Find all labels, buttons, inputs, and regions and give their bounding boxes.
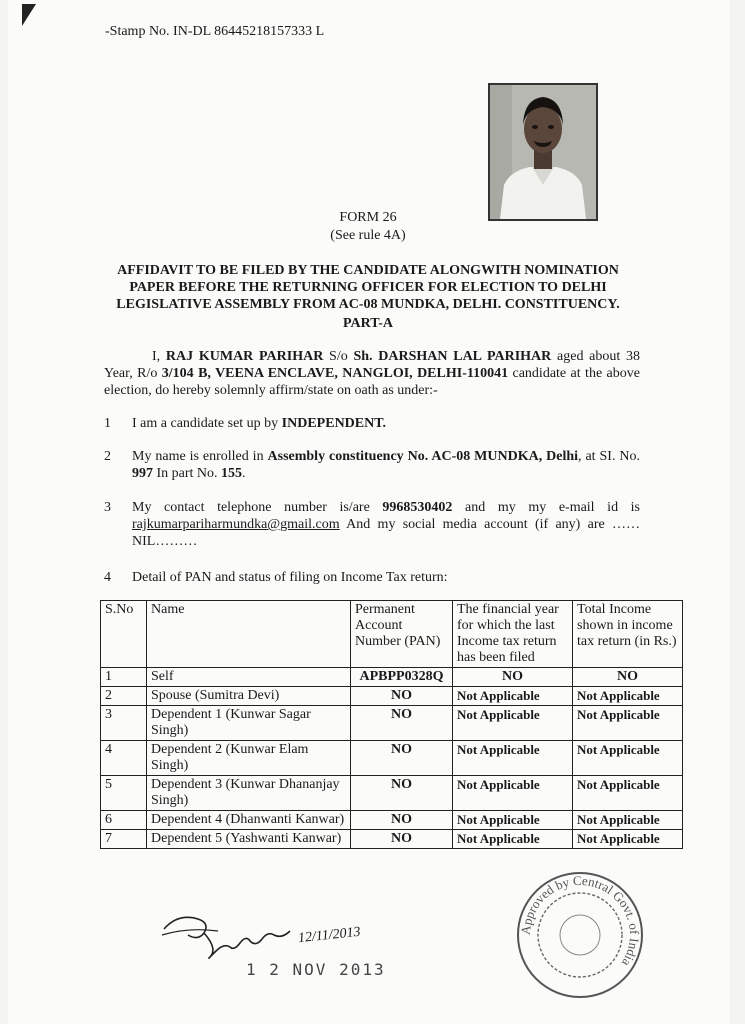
cell-sno: 4 [101,741,147,776]
cell-pan: NO [351,687,453,706]
stamp-number: -Stamp No. IN-DL 86445218157333 L [105,24,325,39]
item-text: And my social media account (if any) are ……NIL……… [132,517,640,549]
cell-sno: 1 [101,668,147,687]
header-pan: Permanent Account Number (PAN) [351,601,453,668]
item-text: In part No. [153,466,222,481]
pan-table [100,600,683,849]
cell-sno: 2 [101,687,147,706]
cell-financial-year: Not Applicable [453,741,573,776]
cell-sno: 7 [101,830,147,849]
cell-total-income: Not Applicable [573,830,683,849]
party-name: INDEPENDENT. [281,416,387,431]
table-row [101,776,683,811]
cell-financial-year: Not Applicable [453,706,573,741]
form-rule: (See rule 4A) [330,228,406,243]
cell-financial-year: Not Applicable [453,687,573,706]
cell-total-income: Not Applicable [573,741,683,776]
item-text: , at SI. No. [578,449,640,464]
part-number: 155 [221,466,243,481]
serial-number: 997 [132,466,153,481]
cell-total-income: Not Applicable [573,687,683,706]
phone-number: 9968530402 [382,500,453,515]
approval-seal [513,868,647,1007]
item-number: 4 [104,570,111,585]
cell-name: Self [147,668,351,687]
candidate-name: RAJ KUMAR PARIHAR [165,349,324,364]
table-row [101,687,683,706]
cell-name: Dependent 3 (Kunwar Dhananjay Singh) [147,776,351,811]
cell-pan: NO [351,811,453,830]
cell-total-income: Not Applicable [573,776,683,811]
cell-pan: NO [351,830,453,849]
cell-sno: 6 [101,811,147,830]
cell-sno: 5 [101,776,147,811]
cell-total-income: Not Applicable [573,706,683,741]
cell-pan: NO [351,706,453,741]
intro-paragraph [104,348,640,399]
list-item-1 [104,415,640,432]
seal-text: Approved by Central Govt. of India [517,872,643,970]
table-row [101,741,683,776]
form-number: FORM 26 [339,210,397,225]
intro-text: S/o [323,349,354,364]
cell-total-income: NO [573,668,683,687]
cell-pan: NO [351,776,453,811]
signature-date: 12/11/2013 [297,924,362,947]
list-item-4 [104,569,640,586]
cell-sno: 3 [101,706,147,741]
table-row [101,668,683,687]
item-number: 2 [104,449,111,464]
cell-financial-year: Not Applicable [453,776,573,811]
email-address: rajkumarpariharmundka@gmail.com [132,517,340,532]
cell-name: Dependent 4 (Dhanwanti Kanwar) [147,811,351,830]
header-financial-year: The financial year for which the last Income tax return has been filed [453,601,573,668]
item-text: My name is enrolled in [132,449,268,464]
received-date-stamp: 1 2 NOV 2013 [246,960,386,979]
table-row [101,830,683,849]
intro-text: I, [152,349,166,364]
cell-name: Dependent 5 (Yashwanti Kanwar) [147,830,351,849]
header-sno: S.No [101,601,147,668]
affidavit-title: AFFIDAVIT TO BE FILED BY THE CANDIDATE ALONGWITH NOMINATION PAPER BEFORE THE RETURNING OFFICER FOR ELECTION TO DELHI LEGISLATIVE ASSEMBLY FROM AC-08 MUNDKA, DELHI. CONSTITUENCY. [116,263,620,312]
header-total-income: Total Income shown in income tax return (in Rs.) [573,601,683,668]
affidavit-page [8,0,730,1024]
item-number: 1 [104,416,111,431]
list-item-2 [104,448,640,482]
item-text: . [242,466,246,481]
candidate-address: 3/104 B, VEENA ENCLAVE, NANGLOI, DELHI-110041 [161,366,509,381]
cell-financial-year: Not Applicable [453,811,573,830]
cell-pan: APBPP0328Q [351,668,453,687]
list-item-3 [104,499,640,550]
intro-text: candidate at the above election, do hereby solemnly affirm/state on oath as under:- [104,366,640,398]
item-number: 3 [104,500,111,515]
item-text: My contact telephone number is/are [132,500,383,515]
cell-financial-year: Not Applicable [453,830,573,849]
header-name: Name [147,601,351,668]
cell-pan: NO [351,741,453,776]
cell-name: Dependent 1 (Kunwar Sagar Singh) [147,706,351,741]
candidate-photo [488,83,598,221]
part-heading: PART-A [342,316,394,331]
father-name: Sh. DARSHAN LAL PARIHAR [353,349,552,364]
cell-total-income: Not Applicable [573,811,683,830]
item-text: Detail of PAN and status of filing on Income Tax return: [132,570,448,585]
table-header-row [101,601,683,668]
table-row [101,811,683,830]
corner-mark [22,4,36,26]
constituency: Assembly constituency No. AC-08 MUNDKA, Delhi [267,449,579,464]
cell-name: Spouse (Sumitra Devi) [147,687,351,706]
intro-text: aged about 38 Year, R/o [104,349,641,381]
cell-financial-year: NO [453,668,573,687]
item-text: I am a candidate set up by [132,416,282,431]
item-text: and my my e-mail id is [452,500,641,515]
table-row [101,706,683,741]
cell-name: Dependent 2 (Kunwar Elam Singh) [147,741,351,776]
